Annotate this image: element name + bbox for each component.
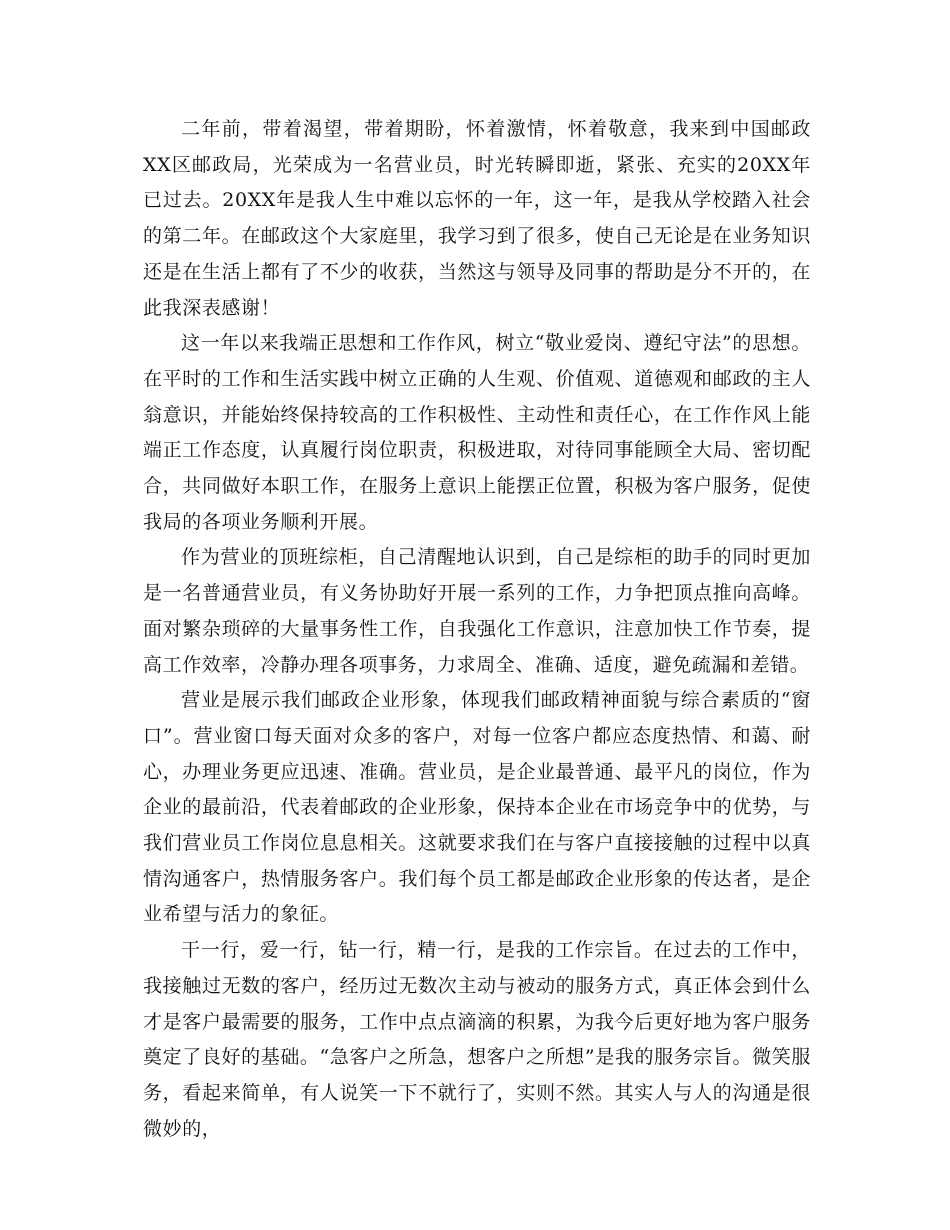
paragraph-4: 营业是展示我们邮政企业形象，体现我们邮政精神面貌与综合素质的“窗口”。营业窗口每天面对众多的客户，对每一位客户都应态度热情、和蔼、耐心，办理业务更应迅速、准确。营业员，是企业最普通、最平凡的岗位，作为企业的最前沿，代表着邮政的企业形象，保持本企业在市场竞争中的优势，与我们营业员工作岗位息息相关。这就要求我们在与客户直接接触的过程中以真情沟通客户，热情服务客户。我们每个员工都是邮政企业形象的传达者，是企业希望与活力的象征。: [143, 689, 811, 926]
paragraph-5: 干一行，爱一行，钻一行，精一行，是我的工作宗旨。在过去的工作中，我接触过无数的客户，经历过无数次主动与被动的服务方式，真正体会到什么才是客户最需要的服务，工作中点点滴滴的积累，为我今后更好地为客户服务奠定了良好的基础。“急客户之所急，想客户之所想”是我的服务宗旨。微笑服务，看起来简单，有人说笑一下不就行了，实则不然。其实人与人的沟通是很微妙的，: [143, 939, 811, 1140]
paragraph-3: 作为营业的顶班综柜，自己清醒地认识到，自己是综柜的助手的同时更加是一名普通营业员，有义务协助好开展一系列的工作，力争把顶点推向高峰。面对繁杂琐碎的大量事务性工作，自我强化工作意识，注意加快工作节奏，提高工作效率，冷静办理各项事务，力求周全、准确、适度，避免疏漏和差错。: [143, 546, 811, 676]
paragraph-2: 这一年以来我端正思想和工作作风，树立“敬业爱岗、遵纪守法”的思想。在平时的工作和生活实践中树立正确的人生观、价值观、道德观和邮政的主人翁意识，并能始终保持较高的工作积极性、主动性和责任心，在工作作风上能端正工作态度，认真履行岗位职责，积极进取，对待同事能顾全大局、密切配合，共同做好本职工作，在服务上意识上能摆正位置，积极为客户服务，促使我局的各项业务顺利开展。: [143, 332, 811, 533]
document-body: [143, 112, 811, 1147]
paragraph-1: 二年前，带着渴望，带着期盼，怀着激情，怀着敬意，我来到中国邮政XX区邮政局，光荣成为一名营业员，时光转瞬即逝，紧张、充实的20XX年已过去。20XX年是我人生中难以忘怀的一年，这一年，是我从学校踏入社会的第二年。在邮政这个大家庭里，我学习到了很多，使自己无论是在业务知识还是在生活上都有了不少的收获，当然这与领导及同事的帮助是分不开的，在此我深表感谢！: [143, 118, 811, 319]
